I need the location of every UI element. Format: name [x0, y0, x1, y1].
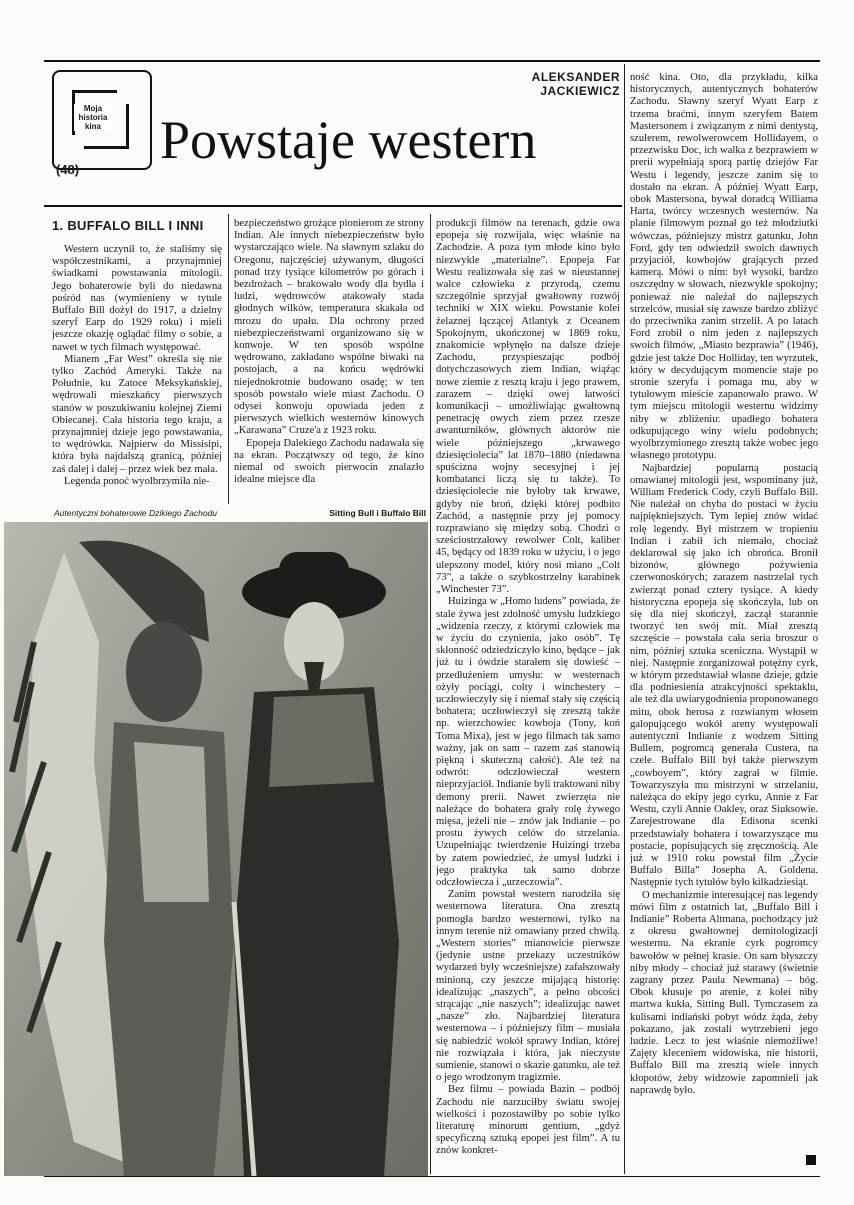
photo-subjects-caption: Sitting Bull i Buffalo Bill [329, 508, 426, 518]
paragraph: Zanim powstał western narodziła się westernowa literatura. Ona zresztą pomogła bardzo westernowi, tylko na innym terenie niż omawiany przed chwilą. „Western stories” mianowicie pierwsze (jedynie ustne przekazy uczestników wydarzeń były wcześniejsze) zafałszowały minioną, czy jeszcze mijającą historię: idealizując „naszych”, a pełno obcości strącając „nie naszych”; idealizując nawet „nasze” zło. Najbardziej literatura westernowa – i późniejszy film – musiała się nabiedzić wokół sprawy Indian, której nie rozwiązała i która, jak nieczyste sumienie, stanowi o skazie gatunku, ale też o jego wrodzonym tragizmie. [436, 889, 620, 1084]
photo-illustration [4, 522, 428, 1176]
historic-photo [4, 522, 428, 1176]
author-byline [490, 70, 620, 98]
title-rule [44, 205, 622, 207]
paragraph: bezpieczeństwo grożące pionierom ze strony Indian. Ale innych niebezpieczeństw było wystarczająco wiele. Na sławnym szlaku do Oregonu, najczęściej używanym, długości ponad trzy tysiące kilometrów po górach i bezdrożach – brakowało wody dla bydła i ludzi, wędrowców atakowały stada głodnych wilków, temperatura skakała od mrozu do upału. Dla ochrony przed niebezpieczeństwami organizowano się w konwoje. W ten sposób wspólne wędrowano, zakładano wspólne biwaki na postojach, a na końcu wędrówki niejednokrotnie budowano osadę; w ten sposób powstało wiele miast Zachodu. O odysei konwoju opowiada jeden z pierwszych wielkich westernów kinowych „Karawana” Cruze'a z 1923 roku. [234, 218, 424, 437]
bottom-rule [44, 1176, 820, 1177]
paragraph: Legenda ponoć wyolbrzymiła nie- [64, 475, 210, 487]
column-divider [228, 214, 229, 504]
author-first-name: ALEKSANDER [531, 70, 620, 84]
photo-caption: Autentyczni bohaterowie Dzikiego Zachodu [54, 508, 218, 518]
article-title: Powstaje western [160, 110, 537, 170]
series-number: (48) [56, 162, 80, 177]
text-column-2 [234, 218, 424, 502]
paragraph: Western uczynił to, że staliśmy się współczestnikami, a przynajmniej świadkami powstawania mitologii. Jego bohaterowie byli do niedawna pośród nas (wymienieny w tytule Buffalo Bill dożył do 1917, a dzielny szeryf Earp do 1929 roku) i mieli jeszcze okazję oglądać filmy o sobie, a nawet w tych filmach występować. [52, 244, 222, 353]
column-divider [430, 214, 431, 1174]
series-logo [52, 70, 148, 190]
text-column-3 [436, 218, 620, 1174]
paragraph: Epopeja Dalekiego Zachodu nadawała się na ekran. Początwszy od tego, że kino niemal od swoich pierwocin znalazło idealne miejsce dla [234, 437, 424, 486]
paragraph: Mianem „Far West” określa się nie tylko Zachód Ameryki. Także na Południe, ku Zatoce Meksykańskiej, wędrowali mieszkańcy pierwszych stanów w poszukiwaniu kolejnej Ziemi Obiecanej. Cała historia tego kraju, a przynajmniej dzieje jego powstawania, to wędrówka. Najpierw do Missisipi, która była najdalszą granicą, później zaś dalej i dalej – przez wiek bez mała. [52, 353, 222, 475]
paragraph: produkcji filmów na terenach, gdzie owa epopeja się rozwijała, więc właśnie na Zachodzie. A poza tym młode kino było niezwykle „materialne”. Epopeja Far Westu realizowała się zaś w nieustannej walce człowieka z przyrodą, czemu szczególnie sprzyjał gwałtowny rozwój techniki w XIX wieku. Powstanie kolei żelaznej łączącej Atlantyk z Oceanem Spokojnym, ukończonej w 1869 roku, znakomicie wpłynęło na dalsze dzieje Zachodu, przyspieszając podbój dotychczasowych ziem Indian, wiążąc nowe ziemie z resztą kraju i jego prawem, zarazem – dzięki owej łatwości komunikacji – umożliwiając gwałtowną penetrację owych ziem przez rzesze awanturników, głównych aktorów nie wiele późniejszego „krwawego dziesięciolecia” lat 1870–1880 (niedawna spuścizna wojny secesyjnej i jej kombatanci liczą się tu także). To dziesięciolecie nie byłoby tak krwawe, gdyby nie broń, dzięki której podbito Zachód, a następnie przy jej pomocy rozprawiano się między sobą. Chodzi o sześciostrzałowy rewolwer Colt, kaliber 45, będący od 1839 roku w użyciu, i o jego ulepszony model, który nosi miano „Colt 73”, a także o szybkostrzelny karabinek „Winchester 73”. [436, 218, 620, 596]
top-rule [44, 60, 820, 62]
text-column-1 [52, 240, 222, 502]
paragraph: Huizinga w „Homo ludens” powiada, że stale żywa jest zdolność umysłu ludzkiego „widzenia rzeczy, z którymi człowiek ma w życiu do czynienia, jako osób”. Tę skłonność odziedziczyło kino, będące – jak już tu i ówdzie starałem się dowieść – przedłużeniem umysłu: w westernach ożyły pociągi, colty i winchestery – uczłowieczyły się i niemal stały się częścią bohatera; uczłowieczył się zresztą także np. wierzchowiec kowboja (Tony, koń Toma Mixa), jest w jego filmach tak samo ważny, jak on sam – razem zaś stanowią piękną i skuteczną całość). Ale też na odwrót: odczłowieczał western nieprzyjaciół. Indianie byli traktowani niby demony prerii. Nawet zwierzęta nie należące do bohatera grały rolę żywego mięsa, jeżeli nie – znów jak Indianie – po prostu żywych celów do strzelania. Uzupełniając twierdzenie Huizingi trzeba by zatem powiedzieć, że umysł ludzki i jego praktyka tak samo dobrze odczłowiecza i „urzeczowia”. [436, 596, 620, 888]
paragraph: Bez filmu – powiada Bazin – podbój Zachodu nie narzuciłby światu swojej wielkości i pozostawiłby po sobie tylko literaturę minorum gentium, „gdyż specyficzną sztuką epopei jest film”. A tu znów konkret- [436, 1084, 620, 1157]
paragraph: Najbardziej popularną postacią omawianej mitologii jest, wspominany już, William Frederick Cody, czyli Buffalo Bill. Nie należał on chyba do postaci w życiu najpiękniejszych. Tym lepiej znów widać rolę legendy. Był mistrzem w tropieniu Indian i zabił ich niemało, chociaż deklarował się jako ich obrońca. Bronił bizonów, głównego pożywienia czerwonoskórych; zarazem nastrzelał tych zwierząt ponad cztery tysiące. A kiedy historyczna epopeja się skończyła, lub on się dla niej skończył, zaczął starannie tworzyć ten swój mit. Miał zresztą szczęście – powstała cała seria broszur o nim, później sztuka sceniczna. Wystąpił w niej. Następnie zorganizował potężny cyrk, w którym przedstawiał własne dzieje, gdzie dla podniesienia atrakcyjności spektaklu, ale też dla uwiarygodnienia proponowanego mitu, obok herosa z rozwianym włosem galopującego wokół areny występowali autentyczni Indianie z wodzem Sitting Bullem, pogromcą generała Custera, na czele. Buffalo Bill był także pierwszym „cowboyem”, który zagrał w filmie. Towarzyszyła mu mistrzyni w strzelaniu, należąca do ekipy jego cyrku, Annie z Far Westu, czyli Annie Oakley, oraz Siuksowie. Zarejestrowane dla Edisona scenki przedstawiały bohatera i towarzyszące mu postacie, popisujących się zręcznością. Ale już w 1910 roku powstał film „Życie Buffalo Billa” Josepha A. Goldena. Następnie tych tytułów było kilkadziesiąt. [630, 462, 818, 889]
paragraph: O mechanizmie interesującej nas legendy mówi film z ostatnich lat, „Buffalo Bill i Indianie” Roberta Altmana, pochodzący już z okresu gwałtownej demitologizacji westernu. Na ekranie cyrk pogromcy bawołów w pełnej krasie. On sam błyszczy niby młody – chociaż już starawy (świetnie zagrany przez Paula Newmana) – bóg. Obok kłusuje po arenie, z kolei niby martwa kukła, Sitting Bull. Tymczasem za kulisami indiański pobyt wódz żąda, żeby pokazano, jak zostali wytrzebieni jego ludzie. Lecz to jest właśnie niemożliwe! Zajęty kleceniem widowiska, nie historii, Buffalo Bill ma zresztą wiele innych kłopotów, żeby widzowie zapomnieli jak naprawdę było. [630, 889, 818, 1096]
paragraph: ność kina. Oto, dla przykładu, kilka historycznych, autentycznych bohaterów Zachodu. Sławny szeryf Wyatt Earp z trzema braćmi, innym szeryfem Batem Mastersonem i związanym z nimi dentystą, szulerem, rewolwerowcem Hollidayem, o przezwisku Doc, ich walka z bezprawiem w prerii wypełniają sporą partię dziejów Far Westu i legendy, jeszcze zanim się to dostało na ekran. A później Wyatt Earp, obok Mastersona, bywał doradcą Williama Harta, twórcy wczesnych westernów. Na planie filmowym poznał go też młodziutki wówczas, późniejszy mistrz gatunku, John Ford, gdy ten odwiedził swoich dawnych przyjaciół, kowbojów grających przed kamerą. Mówi o nim: był wysoki, bardzo oszczędny w słowach, niezwykle spokojny; ponieważ nie należał do najlepszych strzelców, musiał się zawsze bardzo zbliżyć do przeciwnika zanim strzelił. A po latach Ford zrobił o nim jeden z najlepszych swoich filmów, „Miasto bezprawia” (1946), gdzie jest także Doc Holliday, ten wyrzutek, który w decydującym momencie staje po stronie szeryfa i pomaga mu, aby w tytułowym mieście zapanowało prawo. W tym miejscu mitologii westernu widzimy niby w zbliżeniu: upadłego bohatera odkupującego winy wielu podobnych; wyolbrzymionego zresztą także wobec jego własnego prototypu. [630, 72, 818, 462]
author-last-name: JACKIEWICZ [540, 84, 620, 98]
section-heading: 1. BUFFALO BILL I INNI [52, 218, 204, 233]
text-column-4 [630, 72, 818, 1172]
series-label: Moja historia kina [74, 104, 112, 131]
end-mark-icon [806, 1155, 816, 1165]
column-divider [624, 64, 625, 1174]
